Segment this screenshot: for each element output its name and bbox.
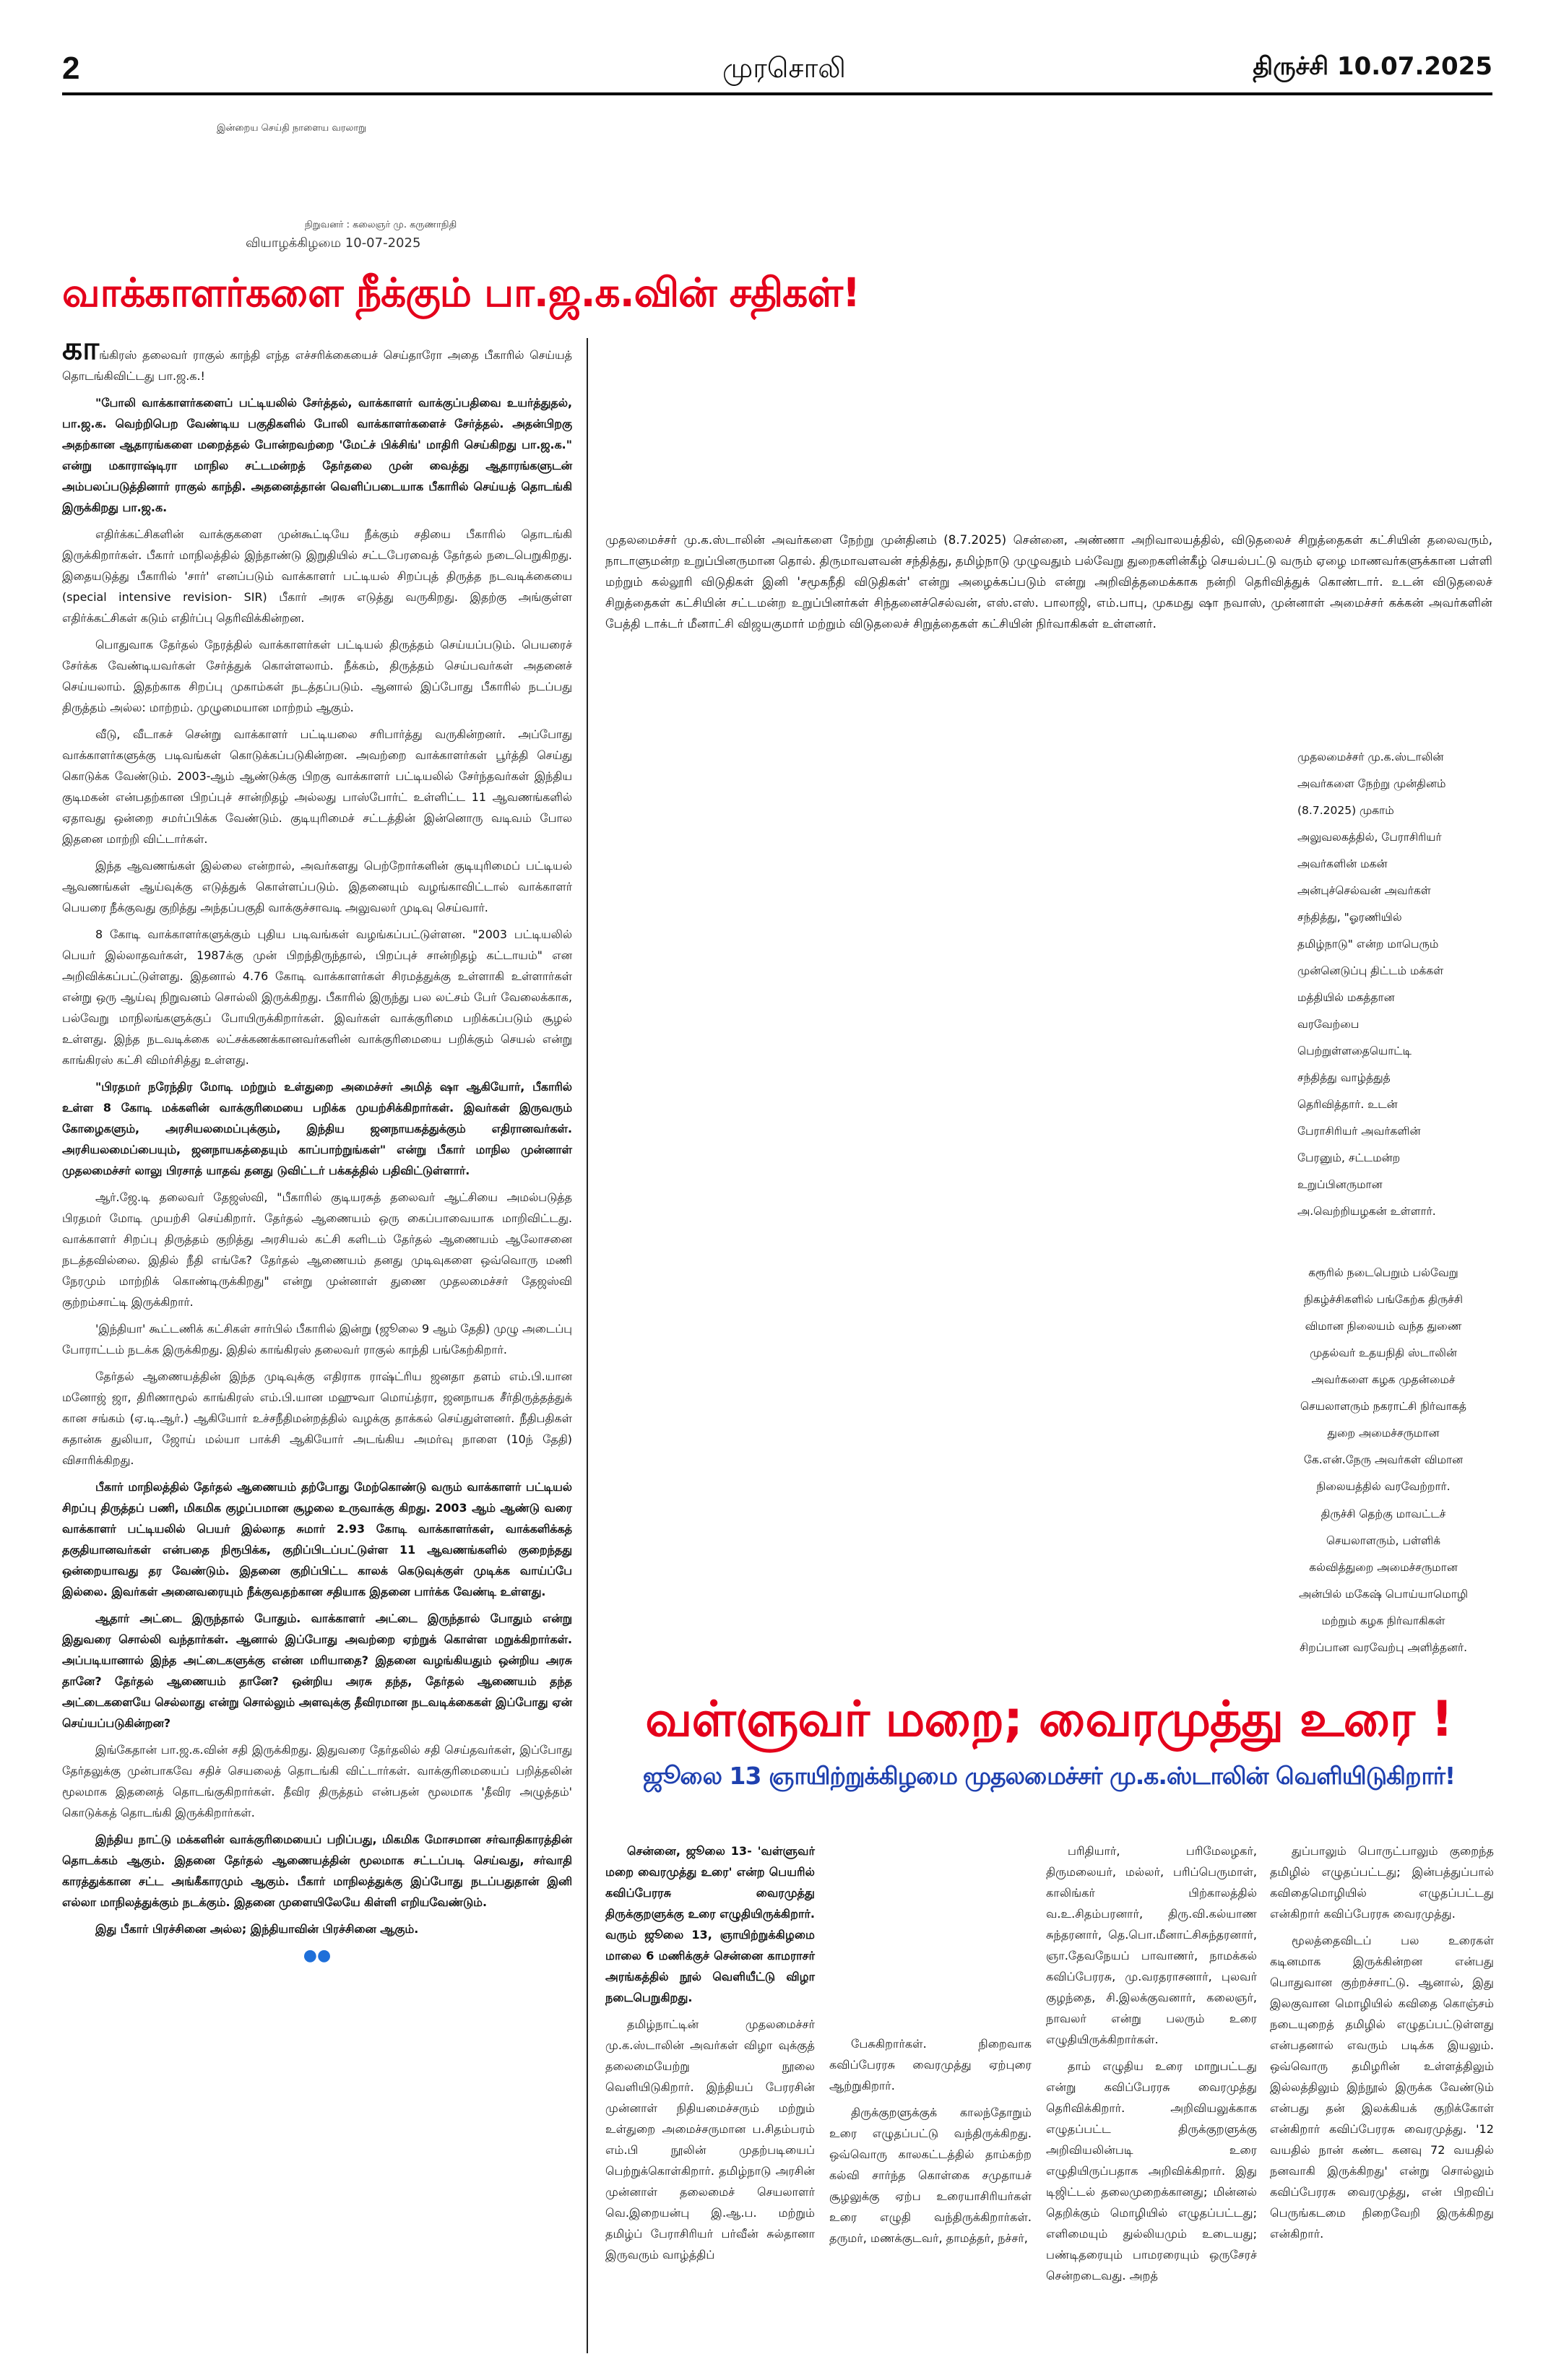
editorial-body — [62, 330, 572, 1973]
editorial-paragraph — [62, 855, 572, 918]
feature-paragraph: தாம் எழுதிய உரை மாறுபட்டது என்று கவிப்பேரரசு வைரமுத்து தெரிவிக்கிறார். அறிவியலுக்காக எழுதப்பட்ட திருக்குறளுக்கு அறிவியலின்படி உரை எழுதியிருப்பதாக அறிவிக்கிறார். இது டிஜிட்டல் தலைமுறைக்கானது; மின்னல் தெறிக்கும் மொழியில் எழுதப்பட்டது; எளிமையும் துல்லியமும் உடையது; பண்டிதரையும் பாமரரையும் ஒருசேரச் சென்றடைவது. அறத் — [1046, 2059, 1257, 2282]
paragraph-text: இங்கேதான் பா.ஜ.க.வின் சதி இருக்கிறது. இதுவரை தேர்தலில் சதி செய்தவர்கள், இப்போது தேர்தலுக்கு முன்பாகவே சதிச் செயலைத் தொடங்கி விட்டார்கள். வாக்குரிமையைப் பறித்தலின் மூலமாக இதனைத் தொடங்குகிறார்கள். தீவிர திருத்தம் என்பதன் மூலமாக 'தீவிர அழுத்தம்' கொடுக்கத் தொடங்கி இருக்கிறார்கள். — [62, 1743, 572, 1819]
paragraph-text: தேர்தல் ஆணையத்தின் இந்த முடிவுக்கு எதிராக ராஷ்ட்ரிய ஜனதா தளம் எம்.பி.யான மனோஜ் ஜா, திரிணாமூல் காங்கிரஸ் எம்.பி.யான மஹுவா மொய்த்ரா, ஜனநாயக சீர்திருத்தத்துக் கான சங்கம் (ஏ.டி.ஆர்.) ஆகியோர் உச்சநீதிமன்றத்தில் வழக்கு தாக்கல் செய்துள்ளனர். நீதிபதிகள் சுதான்சு துலியா, ஜோய் மல்யா பாக்சி ஆகியோர் அடங்கிய அமர்வு நாளை (10ந் தேதி) விசாரிக்கிறது. — [62, 1369, 572, 1467]
editorial-paragraph — [62, 1608, 572, 1734]
editorial-paragraph — [62, 524, 572, 628]
photo-caption-side-2: கரூரில் நடைபெறும் பல்வேறு நிகழ்ச்சிகளில் பங்கேற்க திருச்சி விமான நிலையம் வந்த துணை முதல்வர் உதயநிதி ஸ்டாலின் அவர்களை கழக முதன்மைச் செயலாளரும் நகராட்சி நிர்வாகத் துறை அமைச்சருமான கே.என்.நேரு அவர்கள் விமான நிலையத்தில் வரவேற்றார். — [1300, 1266, 1466, 1493]
end-mark: ●● — [303, 1947, 332, 1965]
feature-column-2 — [829, 2033, 1032, 2254]
editorial-paragraph — [62, 1739, 572, 1823]
paragraph-text: "போலி வாக்காளர்களைப் பட்டியலில் சேர்த்தல், வாக்காளர் வாக்குப்பதிவை உயர்த்துதல், பா.ஜ.க. வெற்றிபெற வேண்டிய பகுதிகளில் போலி வாக்காளர்களைச் சேர்த்தல். அதன்பிறகு அதற்கான ஆதாரங்களை மறைத்தல் போன்றவற்றை 'மேட்ச் பிக்சிங்' மாதிரி செய்கிறது பா.ஜ.க." என்று மகாராஷ்டிரா மாநில சட்டமன்றத் தேர்தலை முன் வைத்து ஆதாரங்களுடன் அம்பலப்படுத்தினார் ராகுல் காந்தி. அதனைத்தான் வெளிப்படையாக பீகாரில் செய்யத் தொடங்கி இருக்கிறது பா.ஜ.க. — [62, 396, 572, 514]
paragraph-text: இந்த ஆவணங்கள் இல்லை என்றால், அவர்களது பெற்றோர்களின் குடியுரிமைப் பட்டியல் ஆவணங்கள் ஆய்வுக்கு எடுத்துக் கொள்ளப்படும். இதனையும் வழங்காவிட்டால் வாக்காளர் பெயரை நீக்குவது குறித்து அந்தப்பகுதி வாக்குச்சாவடி அலுவலர் முடிவு செய்வார். — [62, 859, 572, 914]
feature-paragraph: பேசுகிறார்கள். நிறைவாக கவிப்பேரரசு வைரமுத்து ஏற்புரை ஆற்றுகிறார். — [829, 2037, 1032, 2093]
paragraph-text: 'இந்தியா' கூட்டணிக் கட்சிகள் சார்பில் பீகாரில் இன்று (ஜூலை 9 ஆம் தேதி) முழு அடைப்பு போராட்டம் நடக்க இருக்கிறது. இதில் காங்கிரஸ் தலைவர் ராகுல் காந்தி பங்கேற்கிறார். — [62, 1322, 572, 1356]
editorial-paragraph — [62, 392, 572, 518]
editorial-paragraph — [62, 1476, 572, 1602]
feature-paragraph: தமிழ்நாட்டின் முதலமைச்சர் மு.க.ஸ்டாலின் அவர்கள் விழா வுக்குத் தலைமையேற்று நூலை வெளியிடுகிறார். இந்தியப் பேரரசின் முன்னாள் நிதியமைச்சரும் மற்றும் உள்துறை அமைச்சருமான ப.சிதம்பரம் எம்.பி நூலின் முதற்படியைப் பெற்றுக்கொள்கிறார். தமிழ்நாடு அரசின் முன்னாள் தலைமைச் செயலாளர் வெ.இறையன்பு இ.ஆ.ப. மற்றும் தமிழ்ப் பேராசிரியர் பர்வீன் சுல்தானா இருவரும் வாழ்த்திப் — [605, 2017, 815, 2262]
feature-column-3 — [1046, 1840, 1257, 2292]
paragraph-text: ஆதார் அட்டை இருந்தால் போதும். வாக்காளர் அட்டை இருந்தால் போதும் என்று இதுவரை சொல்லி வந்தார்கள். ஆனால் இப்போது அவற்றை ஏற்றுக் கொள்ள மறுக்கிறார்கள். அப்படியானால் இந்த அட்டைகளுக்கு என்ன மரியாதை? இதனை வழங்கியதும் ஒன்றிய அரசு தானே? தேர்தல் ஆணையம் தானே? ஒன்றிய அரசு தந்த, தேர்தல் ஆணையம் தந்த அட்டைகளையே செல்லாது என்று சொல்லும் அளவுக்கு தீவிரமான நடவடிக்கைகள் இப்போது ஏன் செய்யப்படுகின்றன? — [62, 1611, 572, 1730]
paragraph-text: பீகார் மாநிலத்தில் தேர்தல் ஆணையம் தற்போது மேற்கொண்டு வரும் வாக்காளர் பட்டியல் சிறப்பு திருத்தப் பணி, மிகமிக குழப்பமான சூழலை உருவாக்கு கிறது. 2003 ஆம் ஆண்டு வரை வாக்காளர் பட்டியலில் பெயர் இல்லாத சுமார் 2.93 கோடி வாக்காளர்கள், வாக்களிக்கத் தகுதியானவர்கள் என்பதை நிரூபிக்க, குறிப்பிடப்பட்டுள்ள 11 ஆவணங்களில் குறைந்தது ஒன்றையாவது தர வேண்டும். இதனை குறிப்பிட்ட காலக் கெடுவுக்குள் முடிக்க வாய்ப்பே இல்லை. இவர்கள் அனைவரையும் நீக்குவதற்கான சதியாக இதனை பார்க்க வேண்டி உள்ளது. — [62, 1480, 572, 1598]
editorial-paragraph — [62, 1918, 572, 1939]
editorial-dateline: வியாழக்கிழமை 10-07-2025 — [246, 235, 421, 251]
edition-date: திருச்சி 10.07.2025 — [1253, 52, 1492, 81]
editorial-motto: இன்றைய செய்தி நாளைய வரலாறு — [217, 123, 366, 134]
feature-paragraph: பரிதியார், பரிமேலழகர், திருமலையர், மல்லர், பரிப்பெருமாள், காலிங்கர் பிற்காலத்தில் வ.உ.சிதம்பரனார், திரு.வி.கல்யாண சுந்தரனார், தெ.பொ.மீனாட்சிசுந்தரனார், ஞா.தேவநேயப் பாவாணர், நாமக்கல் கவிப்பேரரசு, மு.வரதராசனார், புலவர் குழந்தை, சி.இலக்குவனார், கலைஞர், நாவலர் என்று பலரும் உரை எழுதியிருக்கிறார்கள். — [1046, 1844, 1257, 2046]
paragraph-text: இந்திய நாட்டு மக்களின் வாக்குரிமையைப் பறிப்பது, மிகமிக மோசமான சர்வாதிகாரத்தின் தொடக்கம் ஆகும். இதனை தேர்தல் ஆணையத்தின் மூலமாக சட்டப்படி செய்வது, சர்வாதி காரத்துக்கான சட்ட அங்கீகாரமும் ஆகும். பீகார் மாநிலத்துக்கு இப்போது நடப்பதுதான் இனி எல்லா மாநிலத்துக்கும் நடக்கும். இதனை முளையிலேயே கிள்ளி எறியவேண்டும். — [62, 1832, 572, 1909]
feature-paragraph: சென்னை, ஜூலை 13- 'வள்ளுவர் மறை வைரமுத்து உரை' என்ற பெயரில் கவிப்பேரரசு வைரமுத்து திருக்குறளுக்கு உரை எழுதியிருக்கிறார். வரும் ஜூலை 13, ஞாயிற்றுக்கிழமை மாலை 6 மணிக்குச் சென்னை காமராசர் அரங்கத்தில் நூல் வெளியீட்டு விழா நடைபெறுகிறது. — [605, 1844, 815, 2004]
feature-paragraph: திருக்குறளுக்குக் காலந்தோறும் உரை எழுதப்பட்டு வந்திருக்கிறது. ஒவ்வொரு காலகட்டத்தில் தாம்கற்ற கல்வி சார்ந்த கொள்கை சமுதாயச் சூழலுக்கு ஏற்ப உரையாசிரியர்கள் உரை எழுதி வந்திருக்கிறார்கள். தருமர், மணக்குடவர், தாமத்தர், நச்சர், — [829, 2106, 1032, 2245]
paragraph-text: வீடு, வீடாகச் சென்று வாக்காளர் பட்டியலை சரிபார்த்து வருகின்றனர். அப்போது வாக்காளர்களுக்கு படிவங்கள் கொடுக்கப்படுகின்றன. அவற்றை வாக்காளர்கள் பூர்த்தி செய்து கொடுக்க வேண்டும். 2003-ஆம் ஆண்டுக்கு பிறகு வாக்காளர் பட்டியலில் சேர்ந்தவர்கள் இந்திய குடிமகன் என்பதற்கான பிறப்புச் சான்றிதழ் அல்லது பாஸ்போர்ட் உள்ளிட்ட 11 ஆவணங்களில் ஏதாவது ஒன்றை சமர்ப்பிக்க வேண்டும். குடியுரிமைச் சட்டத்தின் இன்னொரு வடிவம் போல இதனை மாற்றி விட்டார்கள். — [62, 727, 572, 846]
feature-subheadline: ஜூலை 13 ஞாயிற்றுக்கிழமை முதலமைச்சர் மு.க.ஸ்டாலின் வெளியிடுகிறார்! — [642, 1762, 1456, 1790]
paragraph-text: ங்கிரஸ் தலைவர் ராகுல் காந்தி எந்த எச்சரிக்கையைச் செய்தாரோ அதை பீகாரில் செய்யத் தொடங்கிவிட்டது பா.ஜ.க.! — [62, 348, 572, 383]
editorial-paragraph — [62, 1366, 572, 1471]
editorial-paragraph — [62, 1076, 572, 1181]
editorial-headline: வாக்காளர்களை நீக்கும் பா.ஜ.க.வின் சதிகள்! — [62, 269, 860, 316]
feature-paragraph: துப்பாலும் பொருட்பாலும் குறைந்த தமிழில் எழுதப்பட்டது; இன்பத்துப்பால் கவிதைமொழியில் எழுதப்பட்டது என்கிறார் கவிப்பேரரசு வைரமுத்து. — [1270, 1844, 1494, 1921]
paragraph-text: ஆர்.ஜே.டி தலைவர் தேஜஸ்வி, "பீகாரில் குடியரசுத் தலைவர் ஆட்சியை அமல்படுத்த பிரதமர் மோடி முயற்சி செய்கிறார். தேர்தல் ஆணையம் ஒரு கைப்பாவையாக மாறிவிட்டது. வாக்காளர் சிறப்பு திருத்தம் குறித்து அரசியல் கட்சி களிடம் தேர்தல் ஆணையம் ஆலோசனை நடத்தவில்லை. இதில் நீதி எங்கே? தேர்தல் ஆணையம் தனது முடிவுகளை ஒவ்வொரு மணி நேரமும் மாற்றிக் கொண்டிருக்கிறது" என்று முன்னாள் துணை முதலமைச்சர் தேஜஸ்வி குற்றம்சாட்டி இருக்கிறார். — [62, 1190, 572, 1309]
photo-caption-side-3: திருச்சி தெற்கு மாவட்டச் செயலாளரும், பள்ளிக் கல்வித்துறை அமைச்சருமான அன்பில் மகேஷ் பொய்யாமொழி மற்றும் கழக நிர்வாகிகள் சிறப்பான வரவேற்பு அளித்தனர். — [1298, 1507, 1469, 1654]
editorial-paragraph — [62, 1318, 572, 1360]
editorial-founder: நிறுவனர் : கலைஞர் மு. கருணாநிதி — [305, 220, 457, 230]
editorial-paragraph — [62, 724, 572, 849]
feature-column-1 — [605, 1840, 815, 2271]
newspaper-name: முரசொலி — [722, 52, 846, 84]
photo-caption-main: முதலமைச்சர் மு.க.ஸ்டாலின் அவர்களை நேற்று முன்தினம் (8.7.2025) சென்னை, அண்ணா அறிவாலயத்தில், விடுதலைச் சிறுத்தைகள் கட்சியின் தலைவரும், நாடாளுமன்ற உறுப்பினருமான தொல். திருமாவளவன் சந்தித்து, தமிழ்நாடு முழுவதும் பல்வேறு துறைகளின்கீழ் செயல்பட்டு வரும் ஏழை மாணவர்களுக்கான பள்ளி மற்றும் கல்லூரி விடுதிகள் இனி 'சமூகநீதி விடுதிகள்' என்று அழைக்கப்படும் என்று அறிவித்தமைக்காக நன்றி தெரிவித்துக் கொண்டார். உடன் விடுதலைச் சிறுத்தைகள் கட்சியின் சட்டமன்ற உறுப்பினர்கள் சிந்தனைச்செல்வன், எஸ்.எஸ். பாலாஜி, எம்.பாபு, முகமது ஷா நவாஸ், முன்னாள் அமைச்சர் கக்கன் அவர்களின் பேத்தி டாக்டர் மீனாட்சி விஜயகுமார் மற்றும் விடுதலைச் சிறுத்தைகள் கட்சியின் நிர்வாகிகள் உள்ளனர். — [605, 533, 1492, 631]
editorial-paragraph — [62, 330, 572, 386]
editorial-paragraph — [62, 1187, 572, 1312]
paragraph-text: 8 கோடி வாக்காளர்களுக்கும் புதிய படிவங்கள் வழங்கப்பட்டுள்ளன. "2003 பட்டியலில் பெயர் இல்லாதவர்கள், 1987க்கு முன் பிறந்திருந்தால், பிறப்புச் சான்றிதழ் கட்டாயம்" என அறிவிக்கப்பட்டுள்ளது. இதனால் 4.76 கோடி வாக்காளர்கள் சிரமத்துக்கு உள்ளாகி உள்ளார்கள் என்று ஒரு ஆய்வு நிறுவனம் சொல்லி இருக்கிறது. பீகாரில் இருந்து பல லட்சம் பேர் வேலைக்காக, பல்வேறு மாநிலங்களுக்குப் போயிருக்கிறார்கள். இவர்கள் வாக்குரிமை பறிக்கப்படும் சூழல் உள்ளது. இந்த நடவடிக்கை லட்சக்கணக்கானவர்களின் வாக்குரிமையை பறிக்கும் செயல் என்று காங்கிரஸ் கட்சி விமர்சித்து உள்ளது. — [62, 927, 572, 1067]
photo-caption-side-1: முதலமைச்சர் மு.க.ஸ்டாலின் அவர்களை நேற்று முன்தினம் (8.7.2025) முகாம் அலுவலகத்தில், பேராசிரியர் அவர்களின் மகன் அன்புச்செல்வன் அவர்கள் சந்தித்து, "ஓரணியில் தமிழ்நாடு" என்ற மாபெரும் முன்னெடுப்பு திட்டம் மக்கள் மத்தியில் மகத்தான வரவேற்பை பெற்றுள்ளதையொட்டி சந்தித்து வாழ்த்துத் தெரிவித்தார். உடன் பேராசிரியர் அவர்களின் பேரனும், சட்டமன்ற உறுப்பினருமான அ.வெற்றியழகன் உள்ளார். — [1297, 750, 1446, 1218]
column-divider — [587, 338, 588, 2353]
feature-column-4 — [1270, 1840, 1494, 2250]
masthead-rule — [62, 92, 1492, 95]
editorial-paragraph — [62, 924, 572, 1070]
editorial-paragraph — [62, 1829, 572, 1913]
paragraph-text: பொதுவாக தேர்தல் நேரத்தில் வாக்காளர்கள் பட்டியல் திருத்தம் செய்யப்படும். பெயரைச் சேர்க்க வேண்டியவர்கள் சேர்த்துக் கொள்ளலாம். நீக்கம், திருத்தம் செய்பவர்கள் அதனைச் செய்யலாம். இதற்காக சிறப்பு முகாம்கள் நடத்தப்படும். ஆனால் இப்போது பீகாரில் நடப்பது திருத்தம் அல்ல: மாற்றம். முழுமையான மாற்றம் ஆகும். — [62, 638, 572, 714]
page-number: 2 — [62, 51, 80, 86]
paragraph-text: எதிர்க்கட்சிகளின் வாக்குகளை முன்கூட்டியே நீக்கும் சதியை பீகாரில் தொடங்கி இருக்கிறார்கள். பீகார் மாநிலத்தில் இந்தாண்டு இறுதியில் சட்டபேரவைத் தேர்தல் நடைபெறுகிறது. இதையடுத்து பீகாரில் 'சார்' எனப்படும் வாக்காளர் பட்டியல் சிறப்புத் திருத்த நடவடிக்கையை (special intensive revision- SIR) பீகார் அரசு எடுத்து வருகிறது. இதற்கு அங்குள்ள எதிர்க்கட்சிகள் கடும் எதிர்ப்பு தெரிவிக்கின்றன. — [62, 527, 572, 625]
drop-cap: கா — [62, 330, 100, 367]
editorial-paragraph — [62, 634, 572, 718]
paragraph-text: "பிரதமர் நரேந்திர மோடி மற்றும் உள்துறை அமைச்சர் அமித் ஷா ஆகியோர், பீகாரில் உள்ள 8 கோடி மக்களின் வாக்குரிமையை பறிக்க முயற்சிக்கிறார்கள். இவர்கள் இருவரும் கோழைகளும், அரசியலமைப்புக்கும், இந்திய ஜனநாயகத்துக்கும் எதிரானவர்கள். அரசியலமைப்பையும், ஜனநாயகத்தையும் காப்பாற்றுங்கள்" என்று பீகார் மாநில முன்னாள் முதலமைச்சர் லாலு பிரசாத் யாதவ் தனது டுவிட்டர் பக்கத்தில் பதிவிட்டுள்ளார். — [62, 1080, 572, 1177]
feature-paragraph: மூலத்தைவிடப் பல உரைகள் கடினமாக இருக்கின்றன என்பது பொதுவான குற்றச்சாட்டு. ஆனால், இது இலகுவான மொழியில் கவிதை கொஞ்சம் நடையுறைத் தமிழில் எழுதப்பட்டுள்ளது என்பதனால் எவரும் படிக்க இயலும். ஒவ்வொரு தமிழரின் உள்ளத்திலும் இல்லத்திலும் இந்நூல் இருக்க வேண்டும் என்பது தன் இலக்கியக் குறிக்கோள் என்கிறார் கவிப்பேரரசு வைரமுத்து. '12 வயதில் நான் கண்ட கனவு 72 வயதில் நனவாகி இருக்கிறது' என்று சொல்லும் கவிப்பேரரசு வைரமுத்து, என் பிறவிப் பெருங்கடமை நிறைவேறி இருக்கிறது என்கிறார். — [1270, 1934, 1494, 2241]
paragraph-text: இது பீகார் பிரச்சினை அல்ல; இந்தியாவின் பிரச்சினை ஆகும். — [95, 1922, 419, 1936]
feature-headline: வள்ளுவர் மறை; வைரமுத்து உரை ! — [645, 1691, 1453, 1748]
